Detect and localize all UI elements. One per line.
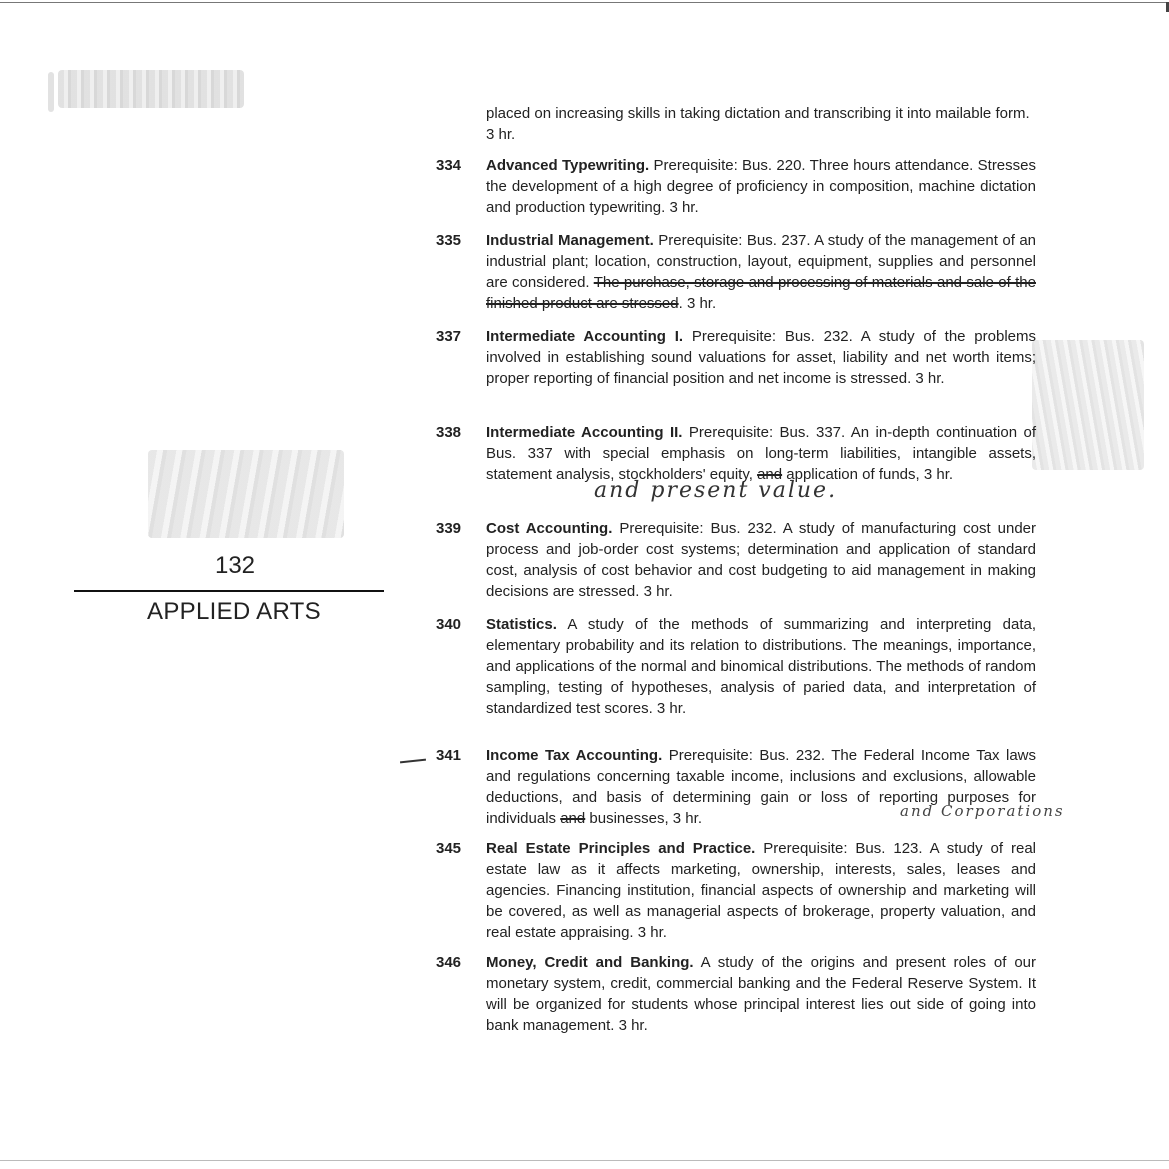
course-text: Prerequisite: Bus. 237. A study of the management of an industrial plant; location, construction, layout, equipment, supplies and personnel are considered. bbox=[486, 232, 1036, 291]
struck-out-text: The purchase, storage and processing of materials and sale of the finished product are stressed bbox=[486, 274, 1036, 312]
bottom-edge-rule bbox=[0, 1160, 1169, 1161]
course-description bbox=[486, 155, 1036, 218]
course-text: Prerequisite: Bus. 123. A study of real estate law as it affects marketing, ownership, interests, sales, leases and agencies. Financing institution, financial aspects of ownership and marketing will be covered, as well as managerial aspects of brokerage, property valuation, and real estate appraising. 3 hr. bbox=[486, 840, 1036, 941]
handwritten-annotation: and present value. bbox=[594, 478, 838, 503]
course-number: 338 bbox=[436, 424, 462, 441]
course-description bbox=[486, 326, 1036, 389]
course-text: Prerequisite: Bus. 232. A study of manufacturing cost under process and job-order cost systems; determination and application of standard cost, analysis of cost behavior and cost budgeting to aid management in making decisions are stressed. 3 hr. bbox=[486, 520, 1036, 600]
course-entry-346 bbox=[436, 952, 1036, 1036]
course-description bbox=[486, 230, 1036, 314]
struck-out-text: and bbox=[560, 810, 586, 827]
course-number: 341 bbox=[436, 747, 462, 764]
top-edge-rule bbox=[0, 2, 1169, 3]
course-text: Prerequisite: Bus. 220. Three hours attendance. Stresses the development of a high degree of proficiency in composition, machine dictation and production typewriting. 3 hr. bbox=[486, 157, 1036, 216]
course-description bbox=[486, 518, 1036, 602]
course-text: A study of the origins and present roles of our monetary system, credit, commercial banking and the Federal Reserve System. It will be organized for students whose principal interest lies out side of going into bank management. 3 hr. bbox=[486, 954, 1036, 1034]
course-title: Advanced Typewriting. bbox=[486, 157, 650, 174]
course-entry-339 bbox=[436, 518, 1036, 602]
scan-smudge-bar bbox=[48, 72, 54, 112]
section-divider bbox=[74, 590, 384, 592]
course-text: Prerequisite: Bus. 232. A study of the problems involved in establishing sound valuations for asset, liability and net worth items; proper reporting of financial position and net income is stressed. 3 hr. bbox=[486, 328, 1036, 387]
course-title: Cost Accounting. bbox=[486, 520, 613, 537]
course-number: 335 bbox=[436, 232, 462, 249]
scan-smudge-left-middle bbox=[148, 450, 344, 538]
struck-out-text: and bbox=[757, 466, 783, 483]
course-number: 334 bbox=[436, 157, 462, 174]
course-text-after: application of funds, 3 hr. bbox=[782, 466, 954, 483]
course-number: 345 bbox=[436, 840, 462, 857]
course-entry-345 bbox=[436, 838, 1036, 943]
course-text: A study of the methods of summarizing and interpreting data, elementary probability and its relation to distributions. The meanings, importance, and applications of the normal and binomical distributions. The methods of random sampling, testing of hypotheses, analysis of paried data, and interpretation of standardized test scores. 3 hr. bbox=[486, 616, 1036, 717]
course-number: 346 bbox=[436, 954, 462, 971]
course-text-after: . 3 hr. bbox=[678, 295, 717, 312]
course-entry-337 bbox=[436, 326, 1036, 389]
page-number: 132 bbox=[214, 552, 256, 579]
margin-mark bbox=[400, 759, 426, 764]
scan-smudge-top-left bbox=[58, 70, 244, 108]
handwritten-annotation: and Corporations bbox=[900, 802, 1065, 820]
course-text: Prerequisite: Bus. 232. The Federal Income Tax laws and regulations concerning taxable income, inclusions and exclusions, allowable deductions, and basis of determining gain or loss of reporting purposes for individuals bbox=[486, 747, 1036, 827]
course-entry-334 bbox=[436, 155, 1036, 218]
course-title: Money, Credit and Banking. bbox=[486, 954, 694, 971]
course-title: Statistics. bbox=[486, 616, 557, 633]
course-title: Real Estate Principles and Practice. bbox=[486, 840, 756, 857]
course-title: Intermediate Accounting I. bbox=[486, 328, 684, 345]
course-entry-335 bbox=[436, 230, 1036, 314]
course-number: 340 bbox=[436, 616, 462, 633]
intro-paragraph: placed on increasing skills in taking dictation and transcribing it into mailable form. 3 hr. bbox=[486, 105, 1030, 143]
section-title: APPLIED ARTS bbox=[147, 598, 321, 625]
course-description bbox=[486, 422, 1036, 485]
course-number: 337 bbox=[436, 328, 462, 345]
course-entry-338 bbox=[436, 422, 1036, 485]
course-text-after: businesses, 3 hr. bbox=[585, 810, 702, 827]
course-number: 339 bbox=[436, 520, 462, 537]
course-entry-340 bbox=[436, 614, 1036, 719]
course-description bbox=[486, 952, 1036, 1036]
course-description bbox=[486, 838, 1036, 943]
course-title: Intermediate Accounting II. bbox=[486, 424, 683, 441]
course-title: Income Tax Accounting. bbox=[486, 747, 663, 764]
course-title: Industrial Management. bbox=[486, 232, 654, 249]
scan-smudge-right bbox=[1032, 340, 1144, 470]
course-text: Prerequisite: Bus. 337. An in-depth continuation of Bus. 337 with special emphasis on long-term liabilities, intangible assets, statement analysis, stockholders' equity, bbox=[486, 424, 1036, 483]
course-description bbox=[486, 614, 1036, 719]
